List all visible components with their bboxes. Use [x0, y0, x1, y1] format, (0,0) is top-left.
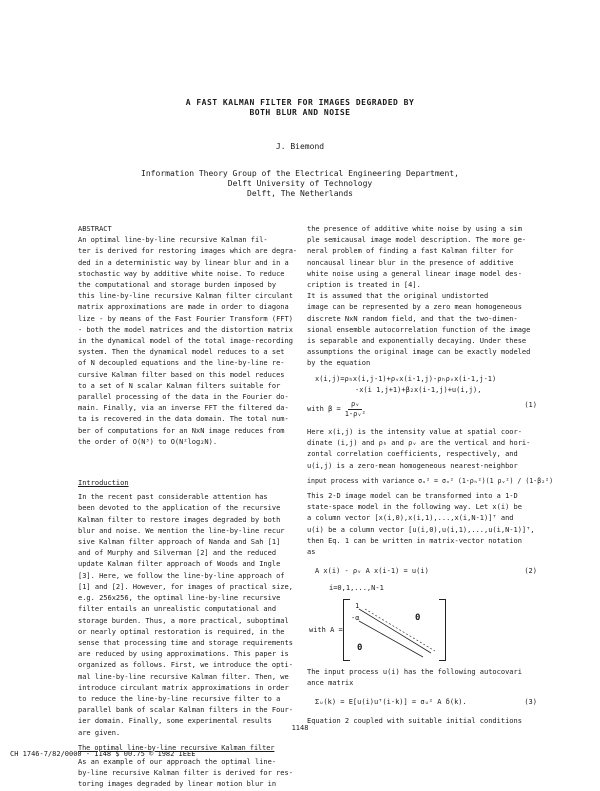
affiliation-line-2: Delft University of Technology	[227, 179, 373, 188]
equation-1-with-label: with β =	[307, 404, 341, 413]
abstract-line: main. Finally, via an inverse FFT the filtered da-	[78, 404, 289, 413]
page-number: 1148	[291, 724, 309, 732]
equation-2-body: A x(i) - ρᵥ A x(i-1) = u(i)	[315, 567, 429, 576]
right-bottom-line: The input process u(i) has the following autocovari	[307, 667, 522, 676]
abstract-line: ber of computations for an NxN image reduces from	[78, 426, 285, 435]
introduction-line: been devoted to the application of the recursive	[78, 504, 281, 513]
introduction-line: and of Murphy and Silverman [2] and the reduced	[78, 549, 277, 558]
introduction-line: introduce circulant matrix approximations in order	[78, 683, 289, 692]
introduction-line: parallel bank of scalar Kalman filters in the Four-	[78, 706, 293, 715]
right-top-line: discrete NxN random field, and that the two-dimen-	[307, 314, 518, 323]
introduction-line: storage burden. Thus, a more practical, suboptimal	[78, 616, 289, 625]
equation-1-fraction-denominator: 1-ρᵥ²	[344, 410, 366, 419]
right-top-line: noncausal linear blur in the presence of additive	[307, 258, 514, 267]
matrix-main-diagonal	[359, 609, 431, 653]
author-name: J. Biemond	[275, 142, 325, 151]
right-column-top-text	[307, 224, 537, 370]
paper-title-line-1: A FAST KALMAN FILTER FOR IMAGES DEGRADED BY	[185, 98, 415, 107]
left-column	[78, 224, 296, 791]
equation-1-fraction-numerator: ρᵥ	[348, 400, 362, 410]
equation-1	[307, 374, 537, 419]
introduction-body	[78, 492, 296, 738]
right-column-mid-text	[307, 427, 537, 472]
affiliation-line-3: Delft, The Netherlands	[247, 189, 353, 198]
introduction-line: Kalman filter to restore images degraded by both	[78, 515, 281, 524]
right-mid2-line: This 2-D image model can be transformed into a 1-D	[307, 492, 518, 501]
matrix-zero-lower: 0	[357, 642, 363, 653]
equation-2-range: i=0,1,...,N-1	[329, 584, 384, 593]
abstract-line: of N decoupled equations and the line-by-line re-	[78, 359, 285, 368]
right-top-line: by the equation	[307, 359, 371, 368]
introduction-line: [1] and [2]. However, for images of practical size,	[78, 582, 293, 591]
introduction-line: update Kalman filter approach of Woods and Ingle	[78, 560, 281, 569]
right-mid-line: Here x(i,j) is the intensity value at spatial coor-	[307, 428, 522, 437]
abstract-line: system. Then the dynamical model reduces to a set	[78, 348, 285, 357]
abstract-line: ded in a deterministic way by linear blur and in a	[78, 258, 289, 267]
right-column-bottom-text	[307, 667, 537, 689]
introduction-line: ier domain. Finally, some experimental results	[78, 717, 272, 726]
equation-3-body: Σᵤ(k) = E[u(i)uᵀ(i-k)] = σᵤ² A δ(k).	[315, 698, 467, 707]
abstract-line: ta is recovered in the data domain. The total num-	[78, 415, 289, 424]
right-mid2-line: as	[307, 548, 316, 557]
right-mid2-line: state-space model in the following way. Let x(i) be	[307, 503, 522, 512]
equation-1-line-1: x(i,j)=ρₕx(i,j-1)+ρᵥx(i-1,j)-ρₕρᵥx(i-1,j-1)	[315, 374, 497, 383]
right-mid-line: u(i,j) is a zero-mean homogeneous nearest-neighbor	[307, 461, 518, 470]
right-top-line: It is assumed that the original undistorted	[307, 292, 489, 301]
equation-2-number: (2)	[524, 567, 537, 576]
right-top-line: cription is treated in [4].	[307, 281, 421, 290]
abstract-line: - both the model matrices and the distortion matrix	[78, 325, 293, 334]
abstract-line: the order of O(N³) to O(N²log₂N).	[78, 437, 218, 446]
abstract-line: parallel processing of the data in the Fourier do-	[78, 393, 289, 402]
optimal-filter-line: toring images degraded by linear motion blur in	[78, 780, 277, 789]
introduction-line: sive Kalman filter approach of Nanda and Sah [1]	[78, 538, 281, 547]
introduction-line: are reduced by using approximations. This paper is	[78, 650, 289, 659]
introduction-line: In the recent past considerable attention has	[78, 493, 268, 502]
right-top-line: assumptions the original image can be exactly modeled	[307, 348, 531, 357]
introduction-line: blur and noise. We mention the line-by-line recur	[78, 526, 285, 535]
introduction-line: filter entails an unrealistic computational and	[78, 605, 277, 614]
introduction-line: organized as follows. First, we introduce the opti-	[78, 661, 293, 670]
optimal-filter-line: by-line recursive Kalman filter is derived for res-	[78, 769, 293, 778]
abstract-line: matrix approximations are made in order to diagona	[78, 303, 289, 312]
matrix-entry-minus-alpha: -α	[351, 613, 360, 622]
right-top-line: neral problem of finding a fast Kalman filter for	[307, 247, 514, 256]
right-top-line: the presence of additive white noise by using a sim	[307, 225, 522, 233]
footer-copyright: CH 1746-7/82/0000 - 1148 $ 00.75 © 1982 IEEE	[10, 750, 196, 758]
right-column	[307, 224, 554, 728]
right-column-mid2-text	[307, 491, 537, 558]
introduction-heading: Introduction	[78, 479, 129, 488]
equation-3	[307, 697, 537, 708]
right-top-line: is separable and exponentially decaying. Under these	[307, 337, 527, 346]
matrix-a-label: with A =	[309, 625, 343, 634]
optimal-filter-heading: The optimal line-by-line recursive Kalman filter	[78, 743, 275, 752]
introduction-line: are given.	[78, 728, 121, 737]
abstract-line: stochastic way by additive white noise. To reduce	[78, 269, 285, 278]
right-top-line: sional ensemble autocorrelation function of the image	[307, 325, 531, 334]
right-top-line: image can be represented by a zero mean homogeneous	[307, 303, 522, 312]
abstract-line: to a set of N scalar Kalman filters suitable for	[78, 381, 281, 390]
equation-3-number: (3)	[524, 698, 537, 707]
abstract-line: An optimal line-by-line recursive Kalman fil-	[78, 236, 268, 245]
abstract-line: cursive Kalman filter based on this model reduces	[78, 370, 285, 379]
variance-equation: input process with variance σᵤ² = σₓ² (1-ρₕ²)(1 ρᵥ²) / (1-β₂²)	[307, 476, 554, 485]
equation-1-fraction	[345, 400, 366, 419]
optimal-filter-body	[78, 757, 296, 791]
abstract-line: lize - by means of the Fast Fourier Transform (FFT)	[78, 314, 293, 323]
abstract-line: ter is derived for restoring images which are degra-	[78, 247, 298, 256]
matrix-entry-one: 1	[355, 601, 360, 610]
equation-1-line-2: -x(i 1,j+1)+β₂x(i-1,j)+u(i,j),	[355, 385, 482, 394]
equation-1-number: (1)	[524, 401, 537, 410]
right-mid2-line: a column vector [x(i,0),x(i,1),...,x(i,N-1)]ᵀ and	[307, 514, 514, 523]
affiliation-line-1: Information Theory Group of the Electrical Engineering Department,	[141, 169, 459, 178]
abstract-heading: ABSTRACT	[78, 225, 112, 233]
right-top-line: ple semicausal image model description. The more ge-	[307, 236, 527, 245]
abstract-body	[78, 235, 296, 448]
matrix-sub-diagonal	[359, 621, 423, 657]
abstract-line: the computational and storage burden imposed by	[78, 281, 277, 290]
right-top-line: white noise using a general linear image model des-	[307, 269, 522, 278]
right-column-last-line: Equation 2 coupled with suitable initial conditions	[307, 717, 522, 726]
abstract-line: in the dynamical model of the total image-recording	[78, 337, 293, 346]
equation-2	[307, 566, 537, 577]
introduction-line: mal line-by-line recursive Kalman filter. Then, we	[78, 672, 289, 681]
right-bottom-line: ance matrix	[307, 678, 354, 687]
introduction-line: to reduce the line-by-line recursive filter to a	[78, 694, 281, 703]
introduction-line: sense that processing time and storage requirements	[78, 638, 293, 647]
right-mid-line: zontal correlation coefficients, respectively, and	[307, 450, 518, 459]
introduction-line: or nearly optimal restoration is required, in the	[78, 627, 285, 636]
matrix-a	[309, 599, 455, 661]
right-mid-line: dinate (i,j) and ρₕ and ρᵥ are the vertical and hori-	[307, 439, 531, 448]
right-mid2-line: then Eq. 1 can be written in matrix-vector notation	[307, 536, 522, 545]
abstract-line: this line-by-line recursive Kalman filter circulant	[78, 292, 293, 301]
paper-title-line-2: BOTH BLUR AND NOISE	[249, 108, 351, 117]
matrix-diagonals	[335, 599, 455, 661]
introduction-line: [3]. Here, we follow the line-by-line approach of	[78, 571, 285, 580]
introduction-line: e.g. 256x256, the optimal line-by-line recursive	[78, 594, 281, 603]
optimal-filter-line: As an example of our approach the optimal line-	[78, 757, 277, 766]
right-mid2-line: u(i) be a column vector [u(i,0),u(i,1),...,u(i,N-1)]ᵀ,	[307, 525, 535, 534]
matrix-zero-upper: 0	[415, 612, 421, 623]
